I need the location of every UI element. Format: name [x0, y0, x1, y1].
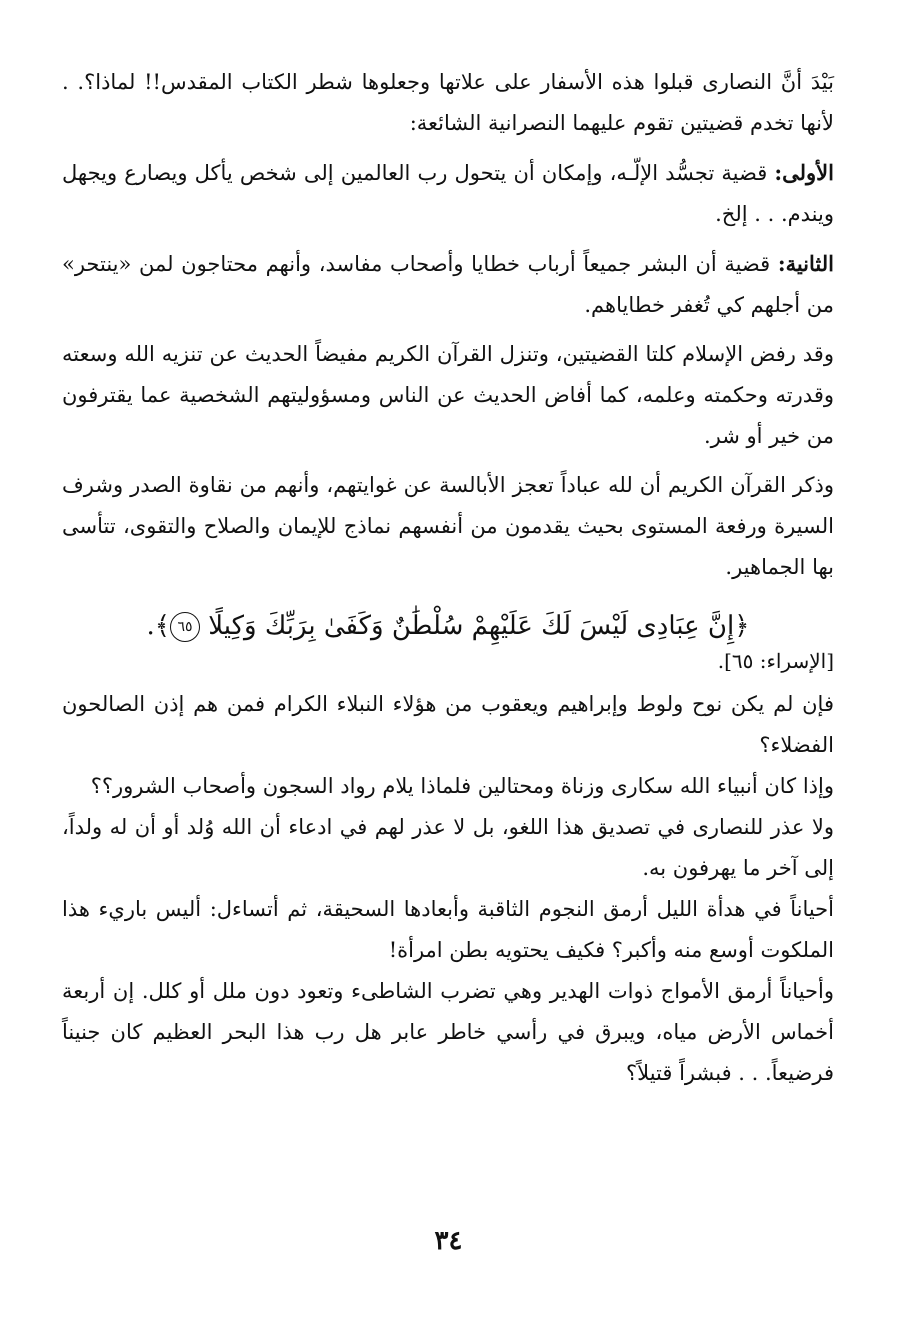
paragraph-1 [62, 62, 834, 144]
page-number: ٣٤ [434, 1226, 463, 1256]
paragraph-text: أحياناً في هدأة الليل أرمق النجوم الثاقبة وأبعادها السحيقة، ثم أتساءل: أليس باريء هذا الملكوت أوسع منه وأكبر؟ فكيف يحتويه بطن امرأة! [62, 897, 834, 962]
verse-text: ﴿إِنَّ عِبَادِى لَيْسَ لَكَ عَلَيْهِمْ سُلْطَٰنٌ وَكَفَىٰ بِرَبِّكَ وَكِيلًا [208, 611, 750, 641]
paragraph-text: وأحياناً أرمق الأمواج ذوات الهدير وهي تضرب الشاطىء وتعود دون ملل أو كلل. إن أربعة أخماس الأرض مياه، ويبرق في رأسي خاطر عابر هل رب هذا البحر العظيم كان جنيناً فرضيعاً. . . فبشراً قتيلاً؟ [62, 979, 834, 1085]
paragraph-text: فإن لم يكن نوح ولوط وإبراهيم ويعقوب من هؤلاء النبلاء الكرام فمن هم إذن الصالحون الفضلاء؟ [62, 692, 834, 757]
paragraph-2 [62, 152, 834, 235]
paragraph-lead: الثانية: [777, 251, 834, 276]
paragraph-8 [62, 807, 834, 889]
paragraph-lead: الأولى: [774, 160, 834, 185]
paragraph-10 [62, 971, 834, 1094]
paragraph-text: وقد رفض الإسلام كلتا القضيتين، وتنزل القرآن الكريم مفيضاً الحديث عن تنزيه الله وسعته وقدرته وحكمته وعلمه، كما أفاض الحديث عن الناس ومسؤوليتهم الشخصية عما يقترفون من خير أو شر. [62, 342, 834, 448]
paragraph-text: بَيْدَ أنَّ النصارى قبلوا هذه الأسفار على علاتها وجعلوها شطر الكتاب المقدس!! لماذا؟. . لأنها تخدم قضيتين تقوم عليهما النصرانية الشائعة: [62, 70, 834, 135]
paragraph-3 [62, 243, 834, 326]
paragraph-6 [62, 684, 834, 766]
verse-close: ﴾. [146, 611, 171, 641]
paragraph-5 [62, 465, 834, 588]
paragraph-4 [62, 334, 834, 457]
paragraph-text: وذكر القرآن الكريم أن لله عباداً تعجز الأبالسة عن غوايتهم، وأنهم من نقاوة الصدر وشرف السيرة ورفعة المستوى بحيث يقدمون من أنفسهم نماذج للإيمان والصلاح والتقوى، تتأسى بها الجماهير. [62, 473, 834, 579]
verse-reference: [الإسراء: ٦٥]. [717, 649, 834, 673]
paragraph-text: ولا عذر للنصارى في تصديق هذا اللغو، بل لا عذر لهم في ادعاء أن الله وُلد أو أن له ولداً، إلى آخر ما يهرفون به. [62, 815, 834, 880]
paragraph-text: قضية أن البشر جميعاً أرباب خطايا وأصحاب مفاسد، وأنهم محتاجون لمن «ينتحر» من أجلهم كي تُغفر خطاياهم. [62, 252, 834, 317]
ayah-number-marker: ٦٥ [170, 612, 200, 642]
paragraph-text: قضية تجسُّد الإلّـه، وإمكان أن يتحول رب العالمين إلى شخص يأكل ويصارع ويجهل ويندم. . . إلخ. [62, 161, 834, 226]
paragraph-7 [62, 766, 834, 807]
quran-verse [62, 602, 834, 650]
paragraph-text: وإذا كان أنبياء الله سكارى وزناة ومحتالين فلماذا يلام رواد السجون وأصحاب الشرور؟؟ [90, 774, 834, 798]
page-body [62, 62, 834, 1094]
paragraph-9 [62, 889, 834, 971]
